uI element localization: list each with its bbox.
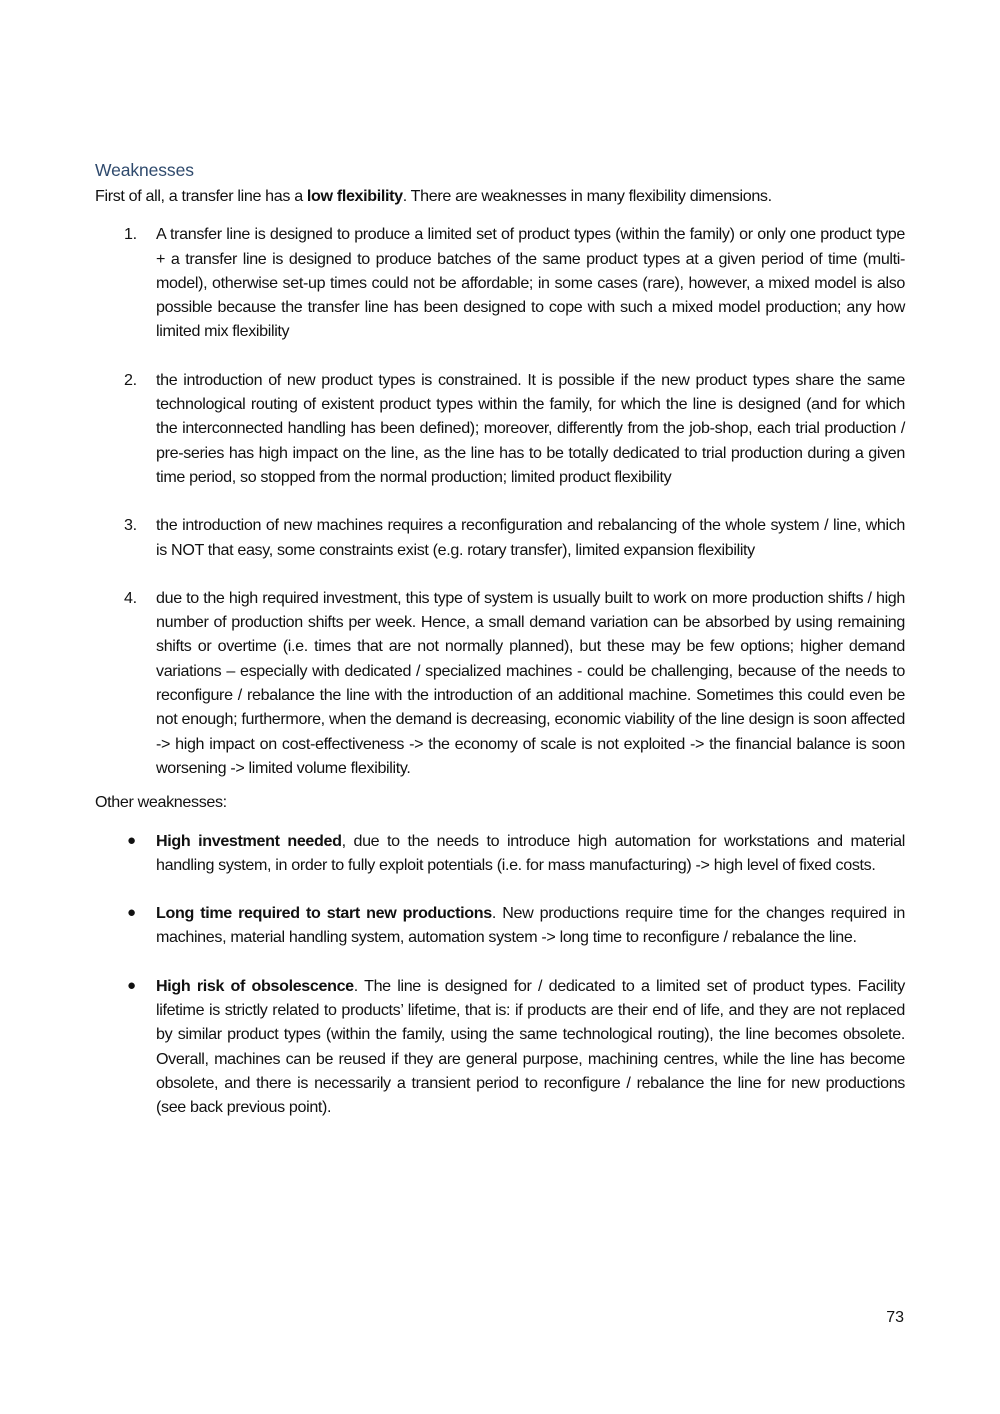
- bullet-icon: ●: [127, 904, 136, 922]
- numbered-weakness-list: [95, 222, 905, 780]
- bullet-item: [95, 829, 905, 878]
- item-number: 1.: [124, 225, 137, 244]
- intro-paragraph: [95, 184, 905, 208]
- item-text: the introduction of new product types is constrained. It is possible if the new product types share the same technological routing of existent product types within the family, for which the line is designed (and for which the interconnected handling has been defined); moreover, differently from the job-shop, each trial production / pre-series has high impact on the line, as the line has to be totally dedicated to trial production during a given time period, so stopped from the normal production; limited product flexibility: [156, 370, 905, 486]
- other-weaknesses-label: Other weaknesses:: [95, 793, 227, 812]
- bullet-text: . The line is designed for / dedicated to a limited set of product types. Facility lifetime is strictly related to products’ lifetime, that is: if products are their end of life, and they are not replaced by similar product types (within the family, using the same technological routing), the line becomes obsolete. Overall, machines can be reused if they are general purpose, machining centres, while the line has become obsolete, and there is necessarily a transient period to reconfigure / rebalance the line for new productions (see back previous point).: [156, 976, 905, 1117]
- numbered-item: [95, 513, 905, 562]
- numbered-item: [95, 586, 905, 780]
- document-body: [95, 158, 905, 1144]
- bullet-text: , due to the needs to introduce high automation for workstations and material handling system, in order to fully exploit potentials (i.e. for mass manufacturing) -> high level of fixed costs.: [156, 831, 905, 874]
- bullet-icon: ●: [127, 976, 136, 994]
- numbered-item: [95, 368, 905, 489]
- item-number: 3.: [124, 516, 137, 535]
- page-number: 73: [886, 1309, 904, 1326]
- bullet-bold-text: Long time required to start new productions: [156, 904, 492, 923]
- intro-text-after: . There are weaknesses in many flexibility dimensions.: [402, 187, 772, 205]
- bullet-item: [95, 974, 905, 1120]
- item-number: 4.: [124, 588, 137, 607]
- bullet-bold-text: High risk of obsolescence: [156, 976, 354, 995]
- bullet-icon: ●: [127, 831, 136, 849]
- bullet-text: . New productions require time for the changes required in machines, material handling system, automation system -> long time to reconfigure / rebalance the line.: [156, 904, 906, 947]
- item-text: due to the high required investment, this type of system is usually built to work on more production shifts / high number of production shifts per week. Hence, a small demand variation can be absorbed by using remaining shifts or overtime (i.e. times that are not normally planned), but these may be few options; higher demand variations – especially with dedicated / specialized machines - could be challenging, because of the needs to reconfigure / rebalance the line with the introduction of an additional machine. Sometimes this could even be not enough; furthermore, when the demand is decreasing, economic viability of the line design is soon affected -> high impact on cost-effectiveness -> the economy of scale is not exploited -> the financial balance is soon worsening -> limited volume flexibility.: [156, 588, 905, 777]
- intro-text-before: First of all, a transfer line has a: [95, 187, 307, 205]
- numbered-item: [95, 222, 905, 343]
- item-number: 2.: [124, 370, 137, 389]
- item-text: the introduction of new machines requires a reconfiguration and rebalancing of the whole system / line, which is NOT that easy, some constraints exist (e.g. rotary transfer), limited expansion flexibility: [156, 516, 905, 559]
- other-weakness-list: [95, 829, 905, 1120]
- bullet-item: [95, 901, 905, 950]
- intro-bold-text: low flexibility: [306, 187, 403, 205]
- item-text: A transfer line is designed to produce a limited set of product types (within the family) or only one product type + a transfer line is designed to produce batches of the same product types at a given period of time (multi-model), otherwise set-up times could not be affordable; in some cases (rare), however, a mixed model is also possible because the transfer line has been designed to cope with such a mixed model production; any how limited mix flexibility: [156, 225, 905, 341]
- section-heading: Weaknesses: [95, 160, 194, 180]
- bullet-bold-text: High investment needed: [156, 831, 342, 850]
